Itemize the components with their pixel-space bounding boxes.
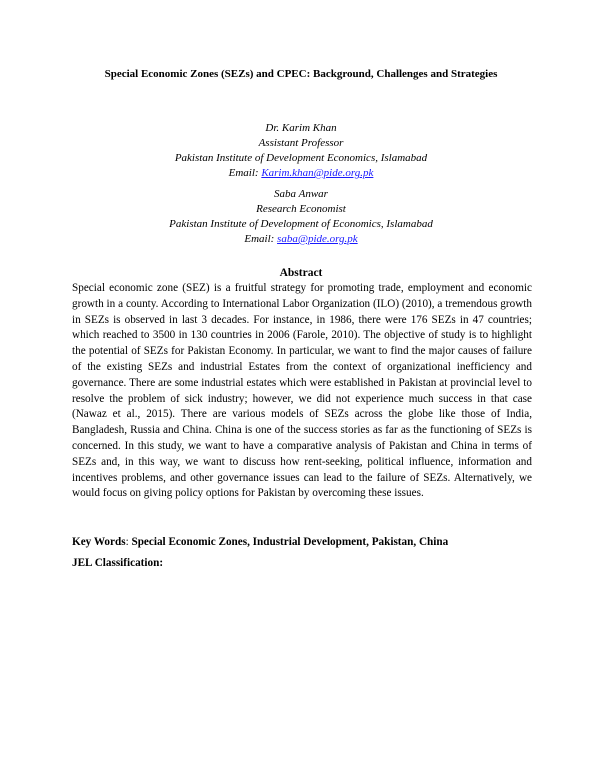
paper-title: Special Economic Zones (SEZs) and CPEC: Background, Challenges and Strategies xyxy=(104,68,498,80)
abstract-body: Special economic zone (SEZ) is a fruitful strategy for promoting trade, employment and economic growth in a county. According to International Labor Organization (ILO) (2010), a tremendous growth in SEZs is observed in last 3 decades. For instance, in 1986, there were 176 SEZs in 47 countries; which reached to 3500 in 130 countries in 2006 (Farole, 2010). The objective of study is to highlight the potential of SEZs for Pakistan Economy. In particular, we want to find the major causes of failure of the existing SEZs and industrial Estates from the context of organizational inefficiency and governance. There are some industrial estates which were established in Pakistan at provincial level to resolve the problem of sick industry; however, we did not experience much success in that case (Nawaz et al., 2015). There are various models of SEZs across the globe like those of India, Bangladesh, Russia and China. China is one of the success stories as far as the functioning of SEZs is concerned. In this study, we want to have a comparative analysis of Pakistan and China in terms of SEZs and, in this way, we want to discuss how rent-seeking, political influence, information and incentives problems, and other governance issues can lead to the failure of SEZs. Alternatively, we would focus on giving policy options for Pakistan by overcoming these issues. xyxy=(72,282,532,500)
keywords-values: Special Economic Zones, Industrial Development, Pakistan, China xyxy=(131,536,449,548)
keywords-line xyxy=(72,536,542,548)
author-position: Research Economist xyxy=(256,203,346,215)
author-email-link[interactable]: saba@pide.org.pk xyxy=(277,233,358,245)
abstract-heading: Abstract xyxy=(279,267,323,279)
email-prefix: Email: xyxy=(228,167,262,179)
author-affiliation: Pakistan Institute of Development of Economics, Islamabad xyxy=(169,218,433,230)
author-name: Saba Anwar xyxy=(274,188,328,200)
author-position: Assistant Professor xyxy=(258,137,344,149)
email-prefix: Email: xyxy=(244,233,278,245)
author-affiliation: Pakistan Institute of Development Economics, Islamabad xyxy=(174,152,428,164)
author-email-line xyxy=(0,166,602,181)
keywords-label: Key Words xyxy=(72,536,126,548)
keywords-separator: : xyxy=(125,536,132,548)
author-block-1 xyxy=(0,121,602,181)
author-email-line xyxy=(0,232,602,247)
jel-classification-label: JEL Classification: xyxy=(72,557,164,569)
author-block-2 xyxy=(0,187,602,247)
author-name: Dr. Karim Khan xyxy=(265,122,337,134)
author-email-link[interactable]: Karim.khan@pide.org.pk xyxy=(261,167,374,179)
